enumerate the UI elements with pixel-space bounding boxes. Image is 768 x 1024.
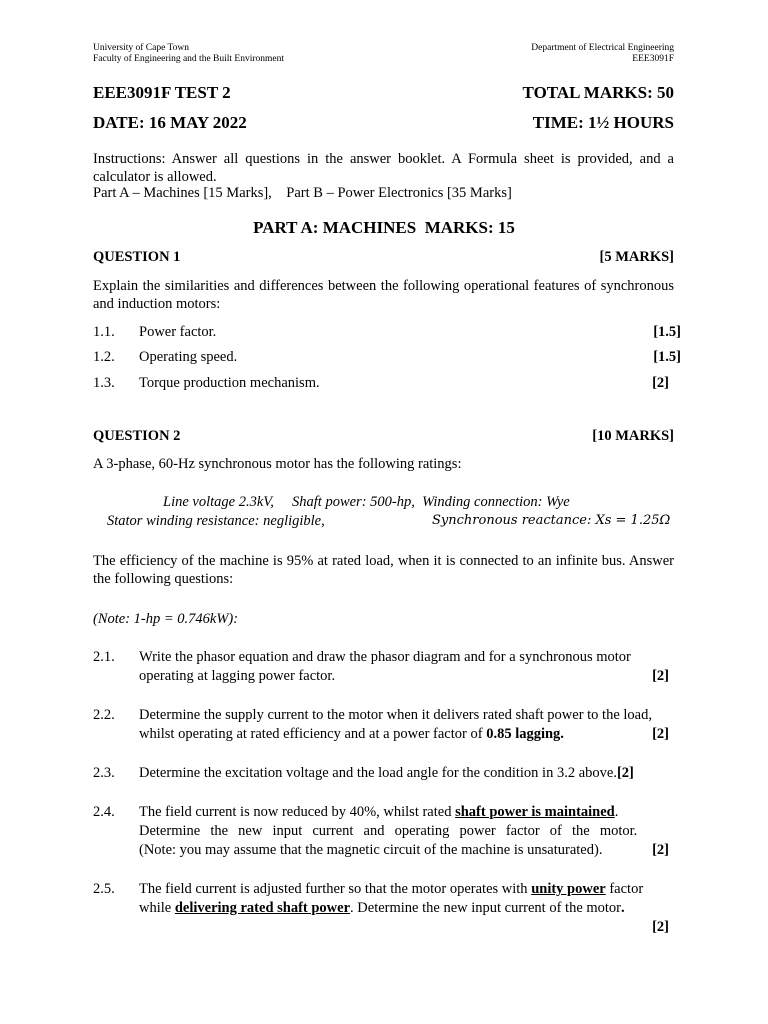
department-name: Department of Electrical Engineering — [531, 43, 674, 53]
q2-item-text-part: . — [621, 900, 625, 916]
shaft-power-emphasis: shaft power is maintained — [455, 804, 615, 820]
rated-shaft-power-emphasis: delivering rated shaft power — [174, 900, 351, 916]
q1-item-text: Operating speed. — [139, 349, 238, 365]
q1-item-marks: [2] — [652, 375, 669, 391]
question-1-intro: Explain the similarities and differences between the following operational features of synchronous and induction motors: — [93, 278, 674, 312]
test-date: DATE: 16 MAY 2022 — [93, 113, 247, 132]
question-2-title: QUESTION 2 — [93, 428, 181, 444]
q2-item-text: operating at lagging power factor. — [139, 668, 336, 684]
test-time: TIME: 1½ HOURS — [532, 113, 674, 132]
q2-item-number: 2.4. — [93, 804, 115, 820]
question-1-marks: [5 MARKS] — [599, 249, 674, 265]
ratings-line-1: Line voltage 2.3kV, Shaft power: 500-hp, Winding connection: Wye — [163, 494, 570, 510]
q2-item-number: 2.1. — [93, 649, 115, 665]
q2-item-text-part: . Determine the new input current of the motor — [350, 900, 622, 916]
efficiency-statement: The efficiency of the machine is 95% at rated load, when it is connected to an infinite bus. Answer the following questions: — [93, 553, 674, 587]
q2-item-text-part: factor — [605, 881, 644, 897]
q2-item-text-part: while — [139, 900, 175, 916]
unity-power-emphasis: unity power — [531, 881, 606, 897]
q2-item-number: 2.5. — [93, 881, 115, 897]
q2-item-marks: [2] — [652, 842, 669, 858]
q2-item-text-part: . — [614, 804, 619, 820]
question-2-intro: A 3-phase, 60-Hz synchronous motor has the following ratings: — [93, 456, 462, 472]
q1-item-marks: [1.5] — [653, 324, 681, 340]
q2-item-text — [139, 899, 625, 917]
q2-item-text-part: The field current is now reduced by 40%, whilst rated — [139, 804, 456, 820]
q1-item-number: 1.3. — [93, 375, 115, 391]
q2-item-text-part: Determine the excitation voltage and the load angle for the condition in 3.2 above. — [139, 765, 617, 781]
test-title: EEE3091F TEST 2 — [93, 83, 231, 102]
question-2-marks: [10 MARKS] — [592, 428, 674, 444]
course-code-header: EEE3091F — [632, 54, 674, 64]
q2-item-marks: [2] — [616, 765, 634, 781]
total-marks: TOTAL MARKS: 50 — [522, 83, 674, 102]
q2-item-text: Determine the new input current and operating power factor of the motor. — [139, 823, 638, 839]
q2-item-number: 2.3. — [93, 765, 115, 781]
instructions-text: Instructions: Answer all questions in the answer booklet. A Formula sheet is provided, and a calculator is allowed. — [93, 151, 674, 185]
q2-item-marks: [2] — [652, 668, 669, 684]
q2-item-marks: [2] — [652, 726, 669, 742]
q2-item-text: Write the phasor equation and draw the phasor diagram and for a synchronous motor — [139, 649, 631, 665]
q1-item-text: Power factor. — [139, 324, 217, 340]
ratings-stator-resistance: Stator winding resistance: negligible, — [107, 513, 325, 529]
q2-item-text — [139, 803, 618, 821]
q2-item-text — [139, 880, 643, 898]
q2-item-text: Determine the supply current to the motor when it delivers rated shaft power to the load, — [139, 707, 652, 723]
q2-item-text: (Note: you may assume that the magnetic circuit of the machine is unsaturated). — [139, 842, 603, 858]
q2-item-text-part: The field current is adjusted further so that the motor operates with — [139, 881, 532, 897]
hp-note: (Note: 1-hp = 0.746kW): — [93, 611, 239, 627]
q1-item-marks: [1.5] — [653, 349, 681, 365]
q2-item-text — [139, 725, 564, 743]
faculty-name: Faculty of Engineering and the Built Environment — [93, 54, 285, 64]
university-name: University of Cape Town — [93, 43, 189, 53]
q1-item-number: 1.2. — [93, 349, 115, 365]
q1-item-number: 1.1. — [93, 324, 115, 340]
q2-item-marks: [2] — [652, 919, 669, 935]
ratings-synchronous-reactance: Synchronous reactance: Xs = 1.25Ω — [432, 513, 671, 528]
q2-item-text-part: whilst operating at rated efficiency and at a power factor of — [139, 726, 487, 742]
part-a-heading: PART A: MACHINES MARKS: 15 — [253, 218, 515, 237]
q2-item-number: 2.2. — [93, 707, 115, 723]
q2-item-text — [139, 764, 634, 782]
q1-item-text: Torque production mechanism. — [139, 375, 320, 391]
question-1-title: QUESTION 1 — [93, 249, 181, 265]
instructions-parts: Part A – Machines [15 Marks], Part B – Power Electronics [35 Marks] — [93, 185, 512, 201]
power-factor-emphasis: 0.85 lagging. — [486, 726, 564, 742]
